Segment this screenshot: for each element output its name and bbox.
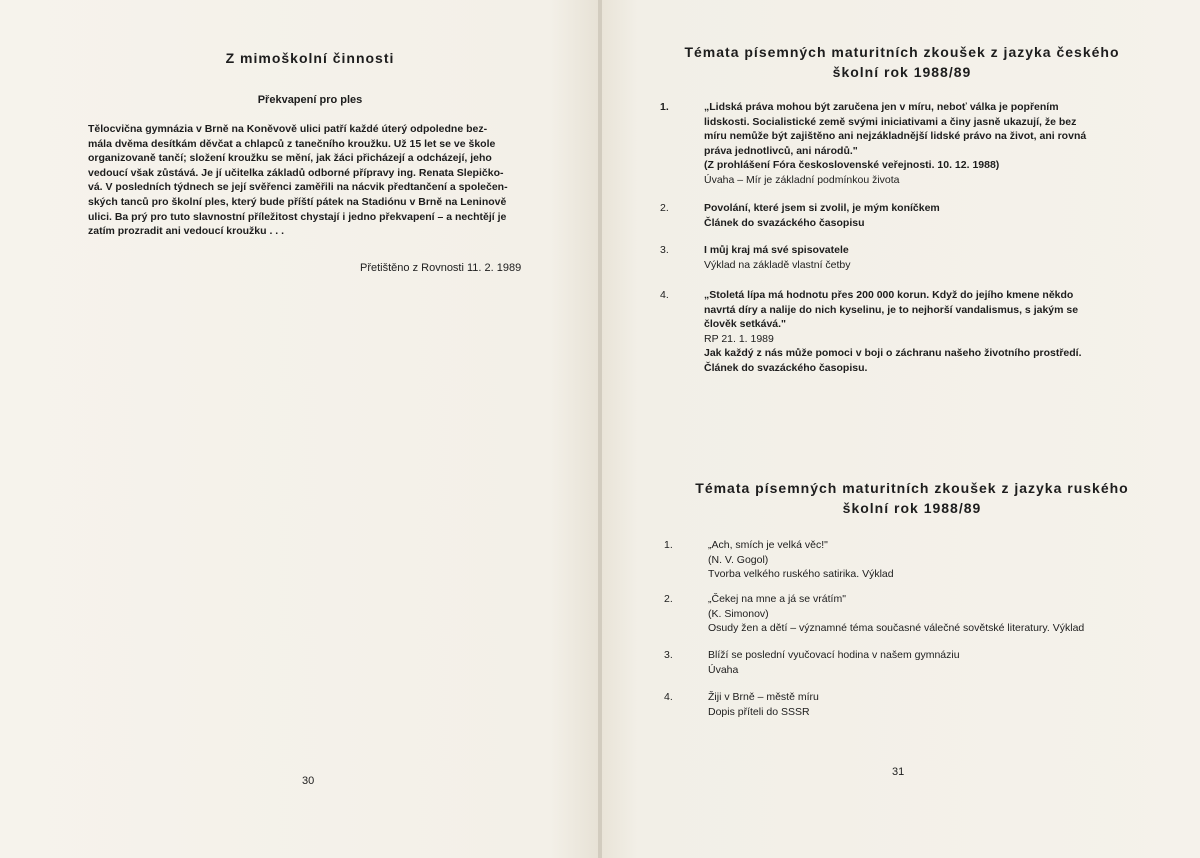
paragraph-line: zatím prozradit ani vedoucí kroužku . . . bbox=[88, 225, 285, 238]
topic-line: Jak každý z nás může pomoci v boji o záchranu našeho životního prostředí. bbox=[704, 347, 1082, 359]
page-number: 31 bbox=[892, 766, 905, 778]
article-paragraph bbox=[88, 122, 550, 239]
topic-line: Tvorba velkého ruského satirika. Výklad bbox=[708, 568, 894, 580]
heading-line: školní rok 1988/89 bbox=[832, 64, 972, 80]
paragraph-line: ských tanců pro školní ples, který bude příští pátek na Stadiónu v Brně na Leninově bbox=[88, 195, 507, 208]
topic-number: 3. bbox=[660, 244, 669, 256]
topic-line: „Stoletá lípa má hodnotu přes 200 000 korun. Když do jejího kmene někdo bbox=[704, 289, 1074, 301]
topic-line: Výklad na základě vlastní četby bbox=[704, 258, 851, 271]
topic-line: Článek do svazáckého časopisu. bbox=[704, 361, 868, 374]
topic-line: RP 21. 1. 1989 bbox=[704, 332, 774, 345]
topic-line: míru nemůže být zajištěno ani nejzákladnější lidské právo na život, ani rovná bbox=[704, 130, 1087, 142]
article-source: Přetištěno z Rovnosti 11. 2. 1989 bbox=[360, 262, 522, 274]
topic-number: 2. bbox=[664, 593, 673, 605]
topic-line: člověk setkává." bbox=[704, 318, 787, 330]
paragraph-line: organizovaně tančí; složení kroužku se mění, jak žáci přicházejí a odcházejí, jeho bbox=[88, 152, 492, 165]
topic-line: Úvaha bbox=[708, 663, 739, 676]
topic-line: Blíží se poslední vyučovací hodina v našem gymnáziu bbox=[708, 649, 960, 661]
topic-line: I můj kraj má své spisovatele bbox=[704, 244, 849, 256]
article-title: Překvapení pro ples bbox=[257, 94, 363, 106]
heading-line: Témata písemných maturitních zkoušek z jazyka ruského bbox=[695, 480, 1129, 496]
topic-line: „Lidská práva mohou být zaručena jen v míru, neboť válka je popřením bbox=[704, 101, 1059, 113]
topic-line: Osudy žen a dětí – významné téma současné válečné sovětské literatury. Výklad bbox=[708, 622, 1085, 634]
topic-number: 2. bbox=[660, 202, 669, 214]
heading-line: Témata písemných maturitních zkoušek z jazyka českého bbox=[684, 44, 1120, 60]
right-page bbox=[602, 0, 1200, 858]
paragraph-line: Tělocvična gymnázia v Brně na Koněvově ulici patří každé úterý odpoledne bez- bbox=[88, 123, 488, 135]
page-heading: Z mimoškolní činnosti bbox=[225, 50, 395, 66]
left-page bbox=[0, 0, 598, 858]
topic-line: „Čekej na mne a já se vrátím" bbox=[708, 593, 846, 605]
topic-line: (K. Simonov) bbox=[708, 607, 769, 620]
topic-line: Žiji v Brně – městě míru bbox=[708, 691, 819, 703]
topic-line: Úvaha – Mír je základní podmínkou života bbox=[704, 173, 900, 186]
paragraph-line: ulici. Ba prý pro tuto slavnostní příležitost chystají i jedno překvapení – a nechtějí je bbox=[88, 210, 507, 223]
topic-number: 3. bbox=[664, 649, 673, 661]
topic-line: navrtá díry a nalije do nich kyselinu, je to nejhorší vandalismus, s jakým se bbox=[704, 303, 1079, 316]
topic-number: 1. bbox=[660, 101, 669, 113]
topic-number: 4. bbox=[664, 691, 673, 703]
topic-line: Povolání, které jsem si zvolil, je mým koníčkem bbox=[704, 202, 940, 214]
topic-line: „Ach, smích je velká věc!" bbox=[708, 539, 828, 551]
topic-line: Dopis příteli do SSSR bbox=[708, 705, 810, 718]
topic-line: (Z prohlášení Fóra československé veřejnosti. 10. 12. 1988) bbox=[704, 159, 1000, 171]
topic-line: Článek do svazáckého časopisu bbox=[704, 216, 865, 229]
topic-line: lidskosti. Socialistické země svými iniciativami a činy jasně ukazují, že bez bbox=[704, 115, 1077, 128]
heading-line: školní rok 1988/89 bbox=[842, 500, 982, 516]
paragraph-line: vá. V posledních týdnech se její svěřenci zaměřili na nácvik předtančení a společen- bbox=[88, 181, 508, 194]
topic-line: práva jednotlivců, ani národů." bbox=[704, 144, 858, 157]
paragraph-line: vedoucí však zůstává. Je jí učitelka základů odborné přípravy ing. Renata Slepičko- bbox=[88, 166, 504, 179]
topic-line: (N. V. Gogol) bbox=[708, 553, 769, 566]
topic-number: 4. bbox=[660, 289, 669, 301]
page-number: 30 bbox=[302, 775, 315, 787]
czech-exam-heading bbox=[632, 42, 1172, 82]
russian-exam-heading bbox=[642, 478, 1182, 518]
paragraph-line: mála dvěma desítkám děvčat a chlapců z tanečního kroužku. Už 15 let se ve škole bbox=[88, 137, 496, 150]
topic-number: 1. bbox=[664, 539, 673, 551]
